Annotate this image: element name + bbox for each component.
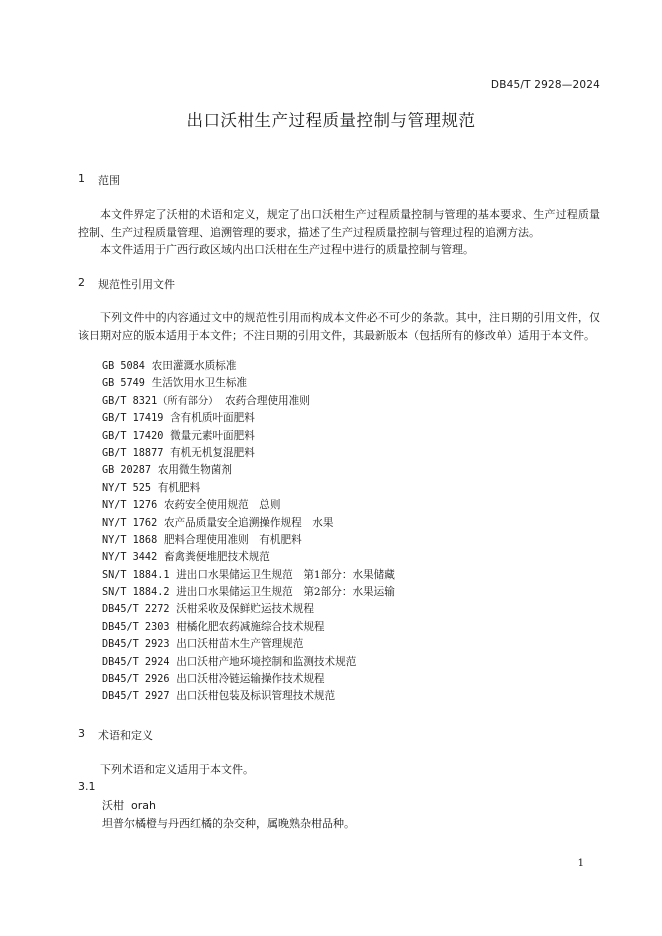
ref-name: 柑橘化肥农药减施综合技术规程	[176, 620, 325, 633]
ref-code: DB45/T 2926	[102, 674, 170, 686]
list-item	[102, 636, 395, 653]
term-en: orah	[131, 799, 156, 812]
ref-code: NY/T 525	[102, 482, 152, 494]
ref-name: 微量元素叶面肥料	[170, 429, 255, 442]
standard-code: DB45/T 2928—2024	[490, 79, 600, 91]
section-title: 规范性引用文件	[98, 278, 175, 291]
ref-code: DB45/T 2923	[102, 639, 170, 651]
ref-name: 出口沃柑包装及标识管理技术规范	[176, 690, 336, 703]
ref-code: GB/T 17420	[102, 430, 164, 442]
section-heading-terms	[78, 727, 153, 743]
term-zh: 沃柑	[102, 799, 124, 812]
list-item	[102, 601, 395, 618]
ref-name: 沃柑采收及保鲜贮运技术规程	[176, 603, 314, 616]
normative-refs-intro: 下列文件中的内容通过文中的规范性引用而构成本文件必不可少的条款。其中，注日期的引用文件，仅该日期对应的版本适用于本文件；不注日期的引用文件，其最新版本（包括所有的修改单）适用于本文件。	[78, 311, 600, 342]
ref-name: 进出口水果储运卫生规范 第1部分：水果储藏	[176, 568, 395, 581]
section-number: 3	[78, 727, 85, 740]
ref-name: 农药合理使用准则	[225, 394, 310, 407]
list-item	[102, 462, 395, 479]
list-item	[102, 497, 395, 514]
list-item	[102, 410, 395, 427]
list-item	[102, 584, 395, 601]
ref-name: 农用微生物菌剂	[157, 464, 232, 477]
ref-code: NY/T 1276	[102, 500, 158, 512]
list-item	[102, 428, 395, 445]
list-item	[102, 480, 395, 497]
list-item	[102, 393, 395, 410]
list-item	[102, 532, 395, 549]
list-item	[102, 671, 395, 688]
ref-code: GB/T 8321（所有部分）	[102, 395, 219, 407]
ref-code: GB/T 18877	[102, 447, 164, 459]
ref-code: DB45/T 2272	[102, 604, 170, 616]
list-item	[102, 567, 395, 584]
ref-code: NY/T 3442	[102, 552, 158, 564]
ref-code: DB45/T 2927	[102, 691, 170, 703]
section-heading-scope	[78, 172, 120, 188]
ref-code: GB 5749	[102, 378, 145, 390]
page-number: 1	[577, 858, 584, 869]
ref-name: 农产品质量安全追溯操作规程 水果	[163, 516, 334, 529]
term-heading	[102, 797, 156, 813]
term-definition: 坦普尔橘橙与丹西红橘的杂交种，属晚熟杂柑品种。	[102, 817, 355, 830]
ref-name: 出口沃柑产地环境控制和监测技术规范	[176, 655, 357, 668]
ref-name: 有机无机复混肥料	[170, 446, 255, 459]
list-item	[102, 619, 395, 636]
list-item	[102, 654, 395, 671]
ref-code: DB45/T 2303	[102, 621, 170, 633]
document-title: 出口沃柑生产过程质量控制与管理规范	[186, 111, 476, 130]
ref-name: 畜禽粪便堆肥技术规范	[163, 551, 270, 564]
ref-name: 农田灌溉水质标准	[151, 360, 237, 372]
reference-list	[102, 358, 395, 706]
terms-intro: 下列术语和定义适用于本文件。	[100, 763, 254, 776]
ref-code: GB 5084	[102, 361, 145, 372]
list-item	[102, 515, 395, 532]
ref-name: 出口沃柑冷链运输操作技术规程	[176, 673, 325, 686]
ref-code: SN/T 1884.2	[102, 587, 170, 599]
term-number: 3.1	[78, 780, 96, 793]
list-item	[102, 358, 395, 375]
ref-name: 生活饮用水卫生标准	[151, 377, 248, 390]
ref-name: 有机肥料	[157, 481, 201, 494]
list-item	[102, 688, 395, 705]
scope-paragraph-1: 本文件界定了沃柑的术语和定义，规定了出口沃柑生产过程质量控制与管理的基本要求、生产过程质量控制、生产过程质量管理、追溯管理的要求，描述了生产过程质量控制与管理过程的追溯方法。	[78, 208, 600, 239]
scope-paragraph-2: 本文件适用于广西行政区域内出口沃柑在生产过程中进行的质量控制与管理。	[100, 243, 474, 256]
section-number: 2	[78, 276, 85, 289]
ref-name: 农药安全使用规范 总则	[163, 499, 281, 512]
ref-code: NY/T 1762	[102, 517, 158, 529]
ref-name: 出口沃柑苗木生产管理规范	[176, 638, 304, 651]
ref-code: DB45/T 2924	[102, 656, 170, 668]
list-item	[102, 375, 395, 392]
section-number: 1	[78, 172, 85, 185]
ref-code: SN/T 1884.1	[102, 569, 170, 581]
list-item	[102, 549, 395, 566]
section-title: 范围	[98, 174, 120, 187]
ref-name: 进出口水果储运卫生规范 第2部分：水果运输	[176, 586, 395, 599]
list-item	[102, 445, 395, 462]
section-heading-normative-refs	[78, 276, 175, 292]
ref-name: 含有机质叶面肥料	[170, 412, 255, 425]
ref-name: 肥料合理使用准则 有机肥料	[163, 533, 302, 546]
ref-code: NY/T 1868	[102, 534, 158, 546]
ref-code: GB/T 17419	[102, 413, 164, 425]
ref-code: GB 20287	[102, 465, 152, 477]
section-title: 术语和定义	[98, 729, 153, 742]
